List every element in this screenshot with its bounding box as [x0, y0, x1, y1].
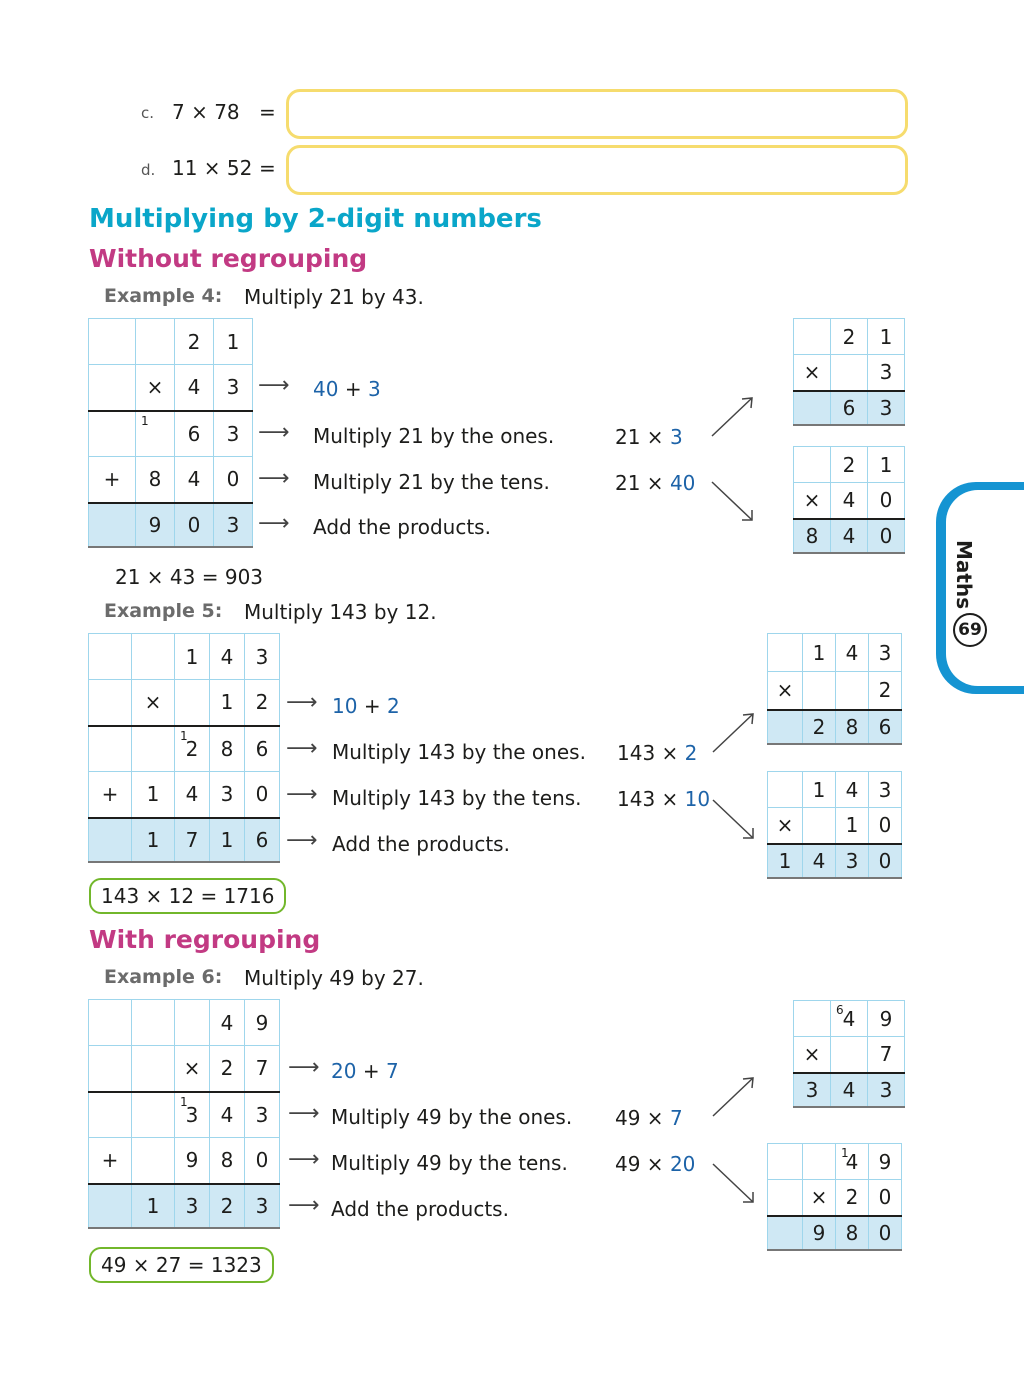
example6-step1: Multiply 49 by the ones. — [331, 1105, 573, 1129]
arrow-right-icon: ⟶ — [288, 1193, 320, 1218]
cell: 1 — [868, 447, 905, 483]
cell: × — [794, 355, 831, 391]
cell: 0 — [869, 1216, 902, 1250]
cell — [89, 319, 136, 365]
cell: 3 — [214, 411, 253, 457]
cell: 9 — [245, 1000, 280, 1046]
arrow-right-icon: ⟶ — [286, 782, 318, 807]
cell: 6 — [175, 411, 214, 457]
cell — [768, 710, 803, 744]
exercise-d-label: d. — [141, 161, 156, 179]
cell: × — [768, 808, 803, 844]
carry-digit: 1 — [180, 1094, 188, 1109]
cell: 7 — [175, 818, 210, 862]
example6-split: 20 + 7 — [331, 1059, 399, 1083]
cell: 2 — [175, 319, 214, 365]
example4-split: 40 + 3 — [313, 377, 381, 401]
cell — [831, 355, 868, 391]
cell: 1 — [836, 808, 869, 844]
cell — [768, 772, 803, 808]
example6-step2: Multiply 49 by the tens. — [331, 1151, 568, 1175]
cell: 3 — [868, 355, 905, 391]
cell: 2 — [869, 672, 902, 710]
cell: 9 — [869, 1144, 902, 1180]
cell: 9 — [175, 1138, 210, 1184]
example4-ones-grid — [793, 318, 905, 426]
cell: 1 — [803, 772, 836, 808]
cell: 8 — [136, 457, 175, 503]
digit: 4 — [842, 1006, 856, 1031]
example4-label: Example 4: — [104, 285, 223, 307]
side-tab-label: Maths — [952, 540, 976, 610]
exercise-d-expression: 11 × 52 — [172, 156, 253, 180]
cell: 8 — [210, 1138, 245, 1184]
cell: 0 — [869, 844, 902, 878]
cell: 3 — [245, 634, 280, 680]
carry-digit: 1 — [180, 728, 188, 743]
cell: 0 — [868, 483, 905, 519]
cell — [136, 411, 175, 457]
example6-step3: Add the products. — [331, 1197, 509, 1221]
cell: 2 — [210, 1184, 245, 1228]
cell — [132, 1000, 175, 1046]
cell: 9 — [868, 1001, 905, 1037]
cell — [132, 1138, 175, 1184]
arrow-right-icon: ⟶ — [258, 511, 290, 536]
cell: 3 — [245, 1184, 280, 1228]
cell — [89, 634, 132, 680]
cell: 4 — [836, 772, 869, 808]
example4-step2: Multiply 21 by the tens. — [313, 470, 550, 494]
exercise-c-label: c. — [141, 104, 155, 122]
cell: 1 — [210, 818, 245, 862]
cell: 1 — [175, 634, 210, 680]
cell: 0 — [868, 519, 905, 553]
cell — [831, 1001, 868, 1037]
example6-ones-grid — [793, 1000, 905, 1108]
cell — [803, 672, 836, 710]
cell: 3 — [868, 391, 905, 425]
cell: 8 — [836, 1216, 869, 1250]
cell — [89, 365, 136, 411]
example4-result: 21 × 43 = 903 — [115, 565, 264, 589]
cell: 8 — [836, 710, 869, 744]
example5-tens-grid — [767, 771, 902, 879]
heading-multiplying: Multiplying by 2-digit numbers — [89, 204, 542, 234]
cell: 2 — [831, 319, 868, 355]
example4-text: Multiply 21 by 43. — [244, 285, 424, 309]
cell — [768, 1216, 803, 1250]
example6-calc2: 49 × 20 — [615, 1152, 696, 1176]
cell: 3 — [869, 772, 902, 808]
cell: 1 — [132, 1184, 175, 1228]
example6-grid — [88, 999, 280, 1229]
cell: 3 — [868, 1073, 905, 1107]
cell — [175, 680, 210, 726]
cell: + — [89, 457, 136, 503]
cell: × — [132, 680, 175, 726]
cell: 1 — [768, 844, 803, 878]
cell: 6 — [245, 818, 280, 862]
example5-ones-grid — [767, 633, 902, 745]
cell: 4 — [175, 772, 210, 818]
cell: 6 — [831, 391, 868, 425]
cell: 3 — [245, 1092, 280, 1138]
arrow-right-icon: ⟶ — [288, 1101, 320, 1126]
cell: 1 — [214, 319, 253, 365]
cell: × — [768, 672, 803, 710]
arrow-right-icon: ⟶ — [288, 1055, 320, 1080]
example5-text: Multiply 143 by 12. — [244, 600, 437, 624]
carry-digit: 1 — [141, 413, 149, 428]
cell: 4 — [831, 483, 868, 519]
cell — [794, 1001, 831, 1037]
cell — [175, 1000, 210, 1046]
cell — [132, 634, 175, 680]
arrow-right-icon: ⟶ — [286, 736, 318, 761]
arrow-right-icon: ⟶ — [258, 373, 290, 398]
example5-step2: Multiply 143 by the tens. — [332, 786, 582, 810]
cell: 4 — [210, 634, 245, 680]
cell — [89, 726, 132, 772]
cell: 1 — [132, 772, 175, 818]
page-number: 69 — [953, 613, 987, 647]
arrow-right-icon: ⟶ — [286, 828, 318, 853]
cell — [89, 680, 132, 726]
cell: 4 — [175, 457, 214, 503]
arrow-right-icon: ⟶ — [288, 1147, 320, 1172]
cell: 4 — [831, 1073, 868, 1107]
example4-step3: Add the products. — [313, 515, 491, 539]
cell: + — [89, 1138, 132, 1184]
arrow-right-icon: ⟶ — [258, 420, 290, 445]
cell — [836, 672, 869, 710]
cell: 1 — [803, 634, 836, 672]
heading-with-regrouping: With regrouping — [89, 925, 321, 954]
cell: 8 — [210, 726, 245, 772]
cell — [89, 1000, 132, 1046]
cell: 9 — [803, 1216, 836, 1250]
cell: × — [803, 1180, 836, 1216]
example6-calc1: 49 × 7 — [615, 1106, 683, 1130]
cell: 7 — [868, 1037, 905, 1073]
cell: 3 — [214, 503, 253, 547]
example5-calc2: 143 × 10 — [617, 787, 711, 811]
cell: × — [794, 483, 831, 519]
cell: 3 — [794, 1073, 831, 1107]
cell: 9 — [136, 503, 175, 547]
cell: 1 — [210, 680, 245, 726]
cell: 0 — [869, 808, 902, 844]
cell: 2 — [245, 680, 280, 726]
exercise-d-equals: = — [259, 156, 276, 180]
cell — [803, 808, 836, 844]
example5-calc1: 143 × 2 — [617, 741, 698, 765]
cell — [803, 1144, 836, 1180]
cell — [132, 1092, 175, 1138]
example4-step1: Multiply 21 by the ones. — [313, 424, 555, 448]
cell: 0 — [175, 503, 214, 547]
example5-step3: Add the products. — [332, 832, 510, 856]
cell: 0 — [214, 457, 253, 503]
digit: 3 — [185, 1102, 199, 1127]
cell: 4 — [210, 1000, 245, 1046]
example4-calc1: 21 × 3 — [615, 425, 683, 449]
example5-label: Example 5: — [104, 600, 223, 622]
cell — [89, 818, 132, 862]
cell: 6 — [869, 710, 902, 744]
diagonal-arrows-icon — [708, 394, 758, 524]
cell — [136, 319, 175, 365]
example5-grid — [88, 633, 280, 863]
cell: 3 — [175, 1184, 210, 1228]
arrow-right-icon: ⟶ — [258, 466, 290, 491]
cell: 3 — [210, 772, 245, 818]
digit: 4 — [845, 1149, 859, 1174]
exercise-c-expression: 7 × 78 — [172, 100, 240, 124]
cell: 2 — [210, 1046, 245, 1092]
cell: 4 — [210, 1092, 245, 1138]
cell: 4 — [175, 365, 214, 411]
example6-text: Multiply 49 by 27. — [244, 966, 424, 990]
cell: 3 — [836, 844, 869, 878]
cell — [794, 391, 831, 425]
cell: 4 — [803, 844, 836, 878]
heading-without-regrouping: Without regrouping — [89, 244, 368, 273]
cell: 2 — [831, 447, 868, 483]
cell — [768, 634, 803, 672]
cell: × — [136, 365, 175, 411]
example5-split: 10 + 2 — [332, 694, 400, 718]
cell: 1 — [132, 818, 175, 862]
cell — [768, 1144, 803, 1180]
cell: 2 — [803, 710, 836, 744]
diagonal-arrows-icon — [709, 710, 759, 842]
cell — [794, 319, 831, 355]
cell — [768, 1180, 803, 1216]
cell — [175, 726, 210, 772]
cell — [831, 1037, 868, 1073]
example5-step1: Multiply 143 by the ones. — [332, 740, 586, 764]
arrow-right-icon: ⟶ — [286, 690, 318, 715]
exercise-c-equals: = — [259, 100, 276, 124]
example4-grid — [88, 318, 253, 548]
exercise-c-answer-box[interactable] — [286, 89, 908, 139]
cell: 1 — [868, 319, 905, 355]
diagonal-arrows-icon — [709, 1074, 759, 1206]
example6-tens-grid — [767, 1143, 902, 1251]
cell: 3 — [214, 365, 253, 411]
cell: + — [89, 772, 132, 818]
cell — [89, 1046, 132, 1092]
cell: 6 — [245, 726, 280, 772]
cell — [132, 1046, 175, 1092]
example6-result: 49 × 27 = 1323 — [89, 1247, 274, 1283]
cell: 0 — [245, 772, 280, 818]
example4-calc2: 21 × 40 — [615, 471, 696, 495]
example4-tens-grid — [793, 446, 905, 554]
cell: 3 — [869, 634, 902, 672]
cell — [132, 726, 175, 772]
cell: 8 — [794, 519, 831, 553]
exercise-d-answer-box[interactable] — [286, 145, 908, 195]
cell — [175, 1092, 210, 1138]
example5-result: 143 × 12 = 1716 — [89, 878, 286, 914]
cell — [836, 1144, 869, 1180]
carry-digit: 6 — [836, 1003, 844, 1017]
cell: × — [175, 1046, 210, 1092]
cell — [89, 1184, 132, 1228]
cell — [89, 503, 136, 547]
cell: 0 — [869, 1180, 902, 1216]
cell: 2 — [836, 1180, 869, 1216]
example6-label: Example 6: — [104, 966, 223, 988]
digit: 2 — [185, 736, 199, 761]
cell: 7 — [245, 1046, 280, 1092]
cell: 4 — [831, 519, 868, 553]
cell: × — [794, 1037, 831, 1073]
carry-digit: 1 — [841, 1146, 849, 1160]
cell — [89, 411, 136, 457]
cell: 4 — [836, 634, 869, 672]
cell: 0 — [245, 1138, 280, 1184]
cell — [89, 1092, 132, 1138]
cell — [794, 447, 831, 483]
